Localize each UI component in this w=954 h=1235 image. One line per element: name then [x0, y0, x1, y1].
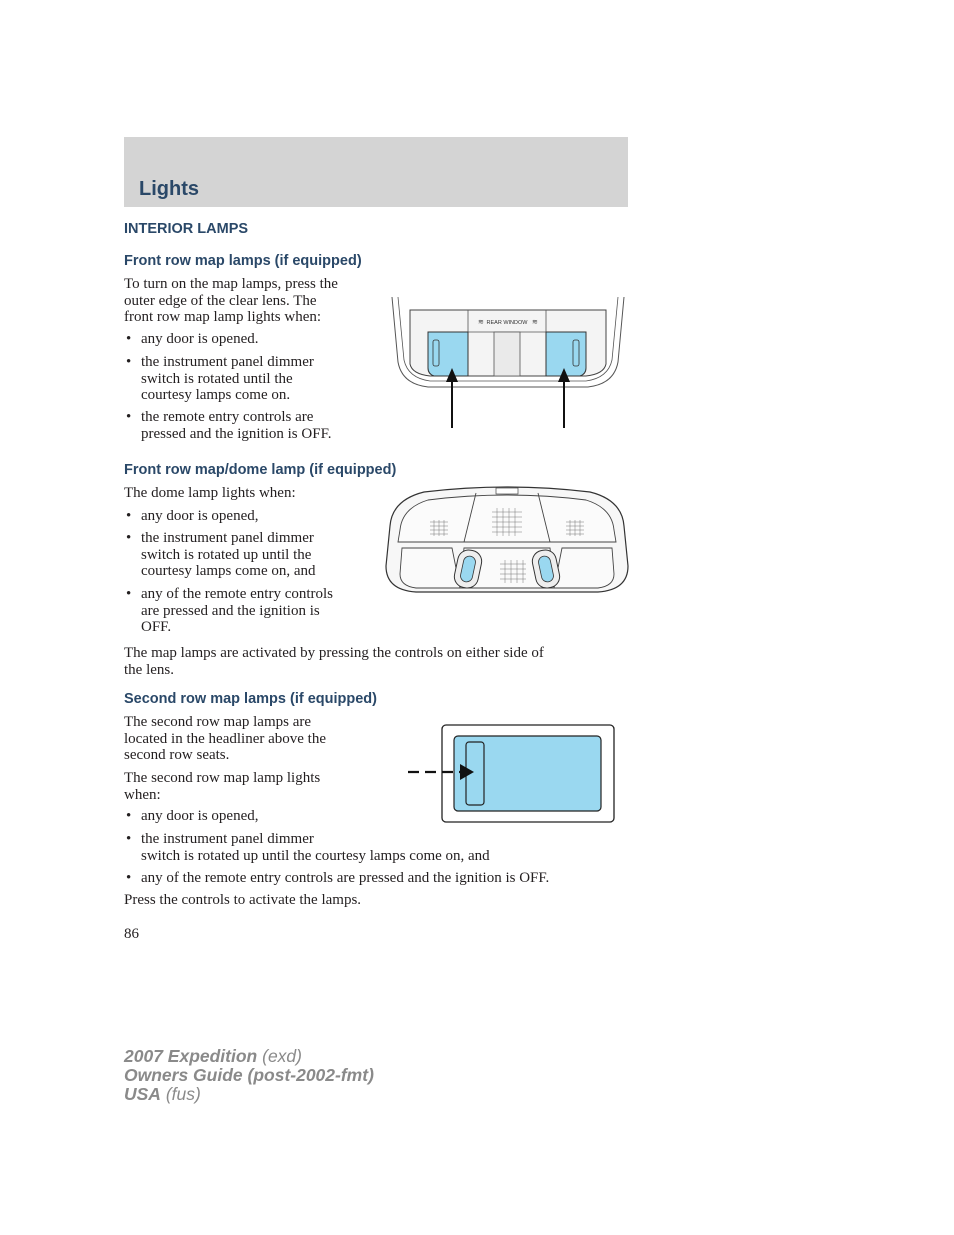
footer-code: (exd) — [262, 1046, 302, 1066]
list-item — [124, 870, 549, 887]
front-map-lamps-figure — [388, 292, 628, 432]
text-line: • the instrument panel dimmer — [141, 354, 314, 370]
list-item — [124, 331, 258, 348]
text-line: second row seats. — [124, 747, 230, 764]
right-map-lamp-lens[interactable] — [546, 332, 586, 376]
text-line: courtesy lamps come on, and — [141, 563, 316, 580]
footer-model: 2007 Expedition — [124, 1046, 258, 1066]
text-line: • any of the remote entry controls — [141, 586, 334, 602]
footer-line — [124, 1047, 374, 1066]
footer-line — [124, 1085, 374, 1104]
right-lens[interactable] — [554, 548, 614, 588]
text-line: outer edge of the clear lens. The — [124, 292, 317, 309]
footer-line — [124, 1066, 374, 1085]
list-item — [124, 586, 333, 636]
dome-note — [124, 645, 544, 678]
dome-heading: Front row map/dome lamp (if equipped) — [124, 462, 397, 478]
list-item — [124, 530, 316, 580]
text-line: OFF. — [141, 619, 172, 636]
second-row-p1 — [124, 714, 326, 764]
text-line: To turn on the map lamps, press the — [124, 276, 338, 292]
list-item — [124, 409, 331, 442]
left-map-lamp-lens[interactable] — [428, 332, 468, 376]
header-band — [124, 137, 628, 207]
text-line: • any door is opened, — [141, 508, 259, 524]
list-item — [124, 831, 490, 864]
text-line: switch is rotated up until the courtesy lamps come on, and — [141, 847, 490, 864]
list-item — [124, 808, 258, 825]
second-row-lamp-figure — [404, 722, 618, 826]
text-line: switch is rotated until the — [141, 370, 293, 387]
footer-market: USA — [124, 1084, 161, 1104]
text-line: courtesy lamps come on. — [141, 387, 291, 404]
text-line: • any door is opened, — [141, 808, 259, 824]
second-row-closing: Press the controls to activate the lamps. — [124, 892, 362, 908]
dome-lamp-figure — [384, 486, 630, 596]
second-row-p2 — [124, 770, 320, 803]
footer — [124, 1047, 374, 1104]
list-item — [124, 354, 314, 404]
text-line: located in the headliner above the — [124, 730, 326, 747]
list-item — [124, 508, 258, 525]
front-map-heading: Front row map lamps (if equipped) — [124, 253, 362, 269]
dome-intro: The dome lamp lights when: — [124, 485, 296, 501]
second-row-heading: Second row map lamps (if equipped) — [124, 691, 377, 707]
footer-guide: Owners Guide (post-2002-fmt) — [124, 1065, 374, 1085]
text-line: • the instrument panel dimmer — [141, 831, 314, 847]
text-line: • any of the remote entry controls are pressed and the ignition is OFF. — [141, 870, 550, 886]
text-line: • any door is opened. — [141, 331, 259, 347]
front-map-intro — [124, 276, 338, 326]
text-line: the lens. — [124, 661, 174, 678]
rear-window-label: REAR WINDOW — [486, 320, 528, 326]
footer-code: (fus) — [165, 1084, 201, 1104]
text-line: • the remote entry controls are — [141, 409, 314, 425]
text-line: switch is rotated up until the — [141, 546, 312, 563]
defrost-icon: ≋ — [478, 318, 484, 326]
text-line: front row map lamp lights when: — [124, 309, 322, 326]
page-number: 86 — [124, 926, 139, 942]
text-line: • the instrument panel dimmer — [141, 530, 314, 546]
defrost-icon: ≋ — [532, 318, 538, 326]
page-title: Lights — [139, 178, 199, 200]
text-line: The second row map lamps are — [124, 714, 312, 730]
text-line: when: — [124, 786, 161, 803]
text-line: pressed and the ignition is OFF. — [141, 425, 332, 442]
section-title: INTERIOR LAMPS — [124, 221, 249, 237]
text-line: The second row map lamp lights — [124, 770, 321, 786]
left-lens[interactable] — [400, 548, 460, 588]
text-line: The map lamps are activated by pressing the controls on either side of — [124, 645, 544, 661]
text-line: are pressed and the ignition is — [141, 602, 320, 619]
